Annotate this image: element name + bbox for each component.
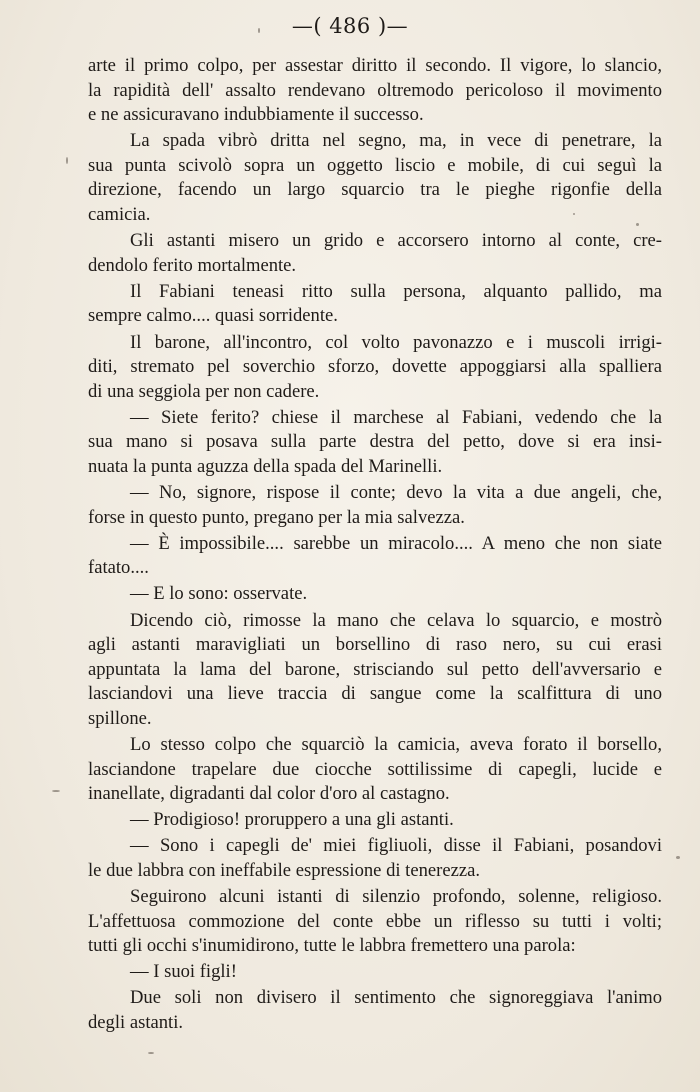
text-line: Gli astanti misero un grido e accorsero intorno al conte, cre- bbox=[130, 230, 662, 252]
text-line: Il Fabiani teneasi ritto sulla persona, alquanto pallido, ma bbox=[130, 280, 662, 302]
text-line: Dicendo ciò, rimosse la mano che celava lo squarcio, e mostrò bbox=[130, 609, 662, 631]
text-line: — È impossibile.... sarebbe un miracolo.... A meno che non siate bbox=[130, 532, 662, 554]
text-line: dendolo ferito mortalmente. bbox=[88, 254, 297, 276]
text-line: degli astanti. bbox=[88, 1012, 184, 1034]
text-line: — Prodigioso! proruppero a una gli astanti. bbox=[130, 809, 454, 831]
text-line: Lo stesso colpo che squarciò la camicia, aveva forato il borsello, bbox=[130, 734, 662, 756]
paragraph bbox=[88, 331, 662, 405]
paragraph bbox=[88, 986, 662, 1035]
text-line: Due soli non divisero il sentimento che signoreggiava l'animo bbox=[130, 987, 662, 1009]
text-line: le due labbra con ineffabile espressione di tenerezza. bbox=[88, 860, 481, 881]
paper-speck bbox=[66, 157, 68, 164]
text-line: di una seggiola per non cadere. bbox=[88, 380, 320, 402]
paragraph bbox=[88, 609, 662, 732]
paragraph bbox=[88, 582, 662, 607]
text-line: direzione, facendo un largo squarcio tra le pieghe rigonfie della bbox=[88, 179, 662, 201]
text-line: L'affettuosa commozione del conte ebbe un riflesso su tutti i volti; bbox=[88, 910, 662, 932]
text-line: Seguirono alcuni istanti di silenzio profondo, solenne, religioso. bbox=[130, 886, 662, 908]
paragraph bbox=[88, 229, 662, 278]
text-line: spillone. bbox=[88, 707, 152, 729]
text-line: — I suoi figli! bbox=[130, 961, 237, 983]
text-line: fatato.... bbox=[88, 557, 149, 579]
paper-speck bbox=[636, 223, 639, 226]
text-line: lasciandovi una lieve traccia di sangue come la scalfittura di uno bbox=[88, 683, 662, 705]
text-line: — No, signore, rispose il conte; devo la vita a due angeli, che, bbox=[130, 482, 662, 504]
paragraph bbox=[88, 885, 662, 959]
text-line: sua mano si posava sulla parte destra del petto, dove si era insi- bbox=[88, 431, 662, 453]
paragraph bbox=[88, 129, 662, 227]
paragraph bbox=[88, 280, 662, 329]
paper-speck bbox=[573, 213, 575, 215]
paragraph bbox=[88, 733, 662, 807]
body-text bbox=[88, 54, 662, 1037]
paragraph bbox=[88, 960, 662, 985]
text-line: — Sono i capegli de' miei figliuoli, disse il Fabiani, posandovi bbox=[130, 835, 662, 857]
paper-speck bbox=[148, 1052, 154, 1054]
paper-speck bbox=[676, 856, 680, 859]
text-line: La spada vibrò dritta nel segno, ma, in vece di penetrare, la bbox=[130, 130, 662, 152]
text-line: diti, stremato pel soverchio sforzo, dovette appoggiarsi alla spalliera bbox=[88, 356, 662, 378]
page-number: —( 486 )— bbox=[291, 14, 409, 38]
paragraph bbox=[88, 54, 662, 128]
text-line: appuntata la lama del barone, strisciando sul petto dell'avversario e bbox=[88, 658, 662, 680]
text-line: forse in questo punto, pregano per la mia salvezza. bbox=[88, 506, 465, 528]
text-line: e ne assicuravano indubbiamente il successo. bbox=[88, 104, 424, 126]
text-line: — Siete ferito? chiese il marchese al Fabiani, vedendo che la bbox=[130, 406, 662, 428]
text-line: Il barone, all'incontro, col volto pavonazzo e i muscoli irrigi- bbox=[130, 331, 662, 353]
paragraph bbox=[88, 481, 662, 530]
text-line: nuata la punta aguzza della spada del Marinelli. bbox=[88, 456, 443, 477]
text-line: sua punta scivolò sopra un oggetto liscio e mobile, di cui seguì la bbox=[88, 154, 662, 176]
paragraph bbox=[88, 532, 662, 581]
paper-speck bbox=[258, 28, 260, 33]
text-line: tutti gli occhi s'inumidirono, tutte le labbra fremettero una parola: bbox=[88, 935, 576, 957]
paragraph bbox=[88, 808, 662, 833]
text-line: — E lo sono: osservate. bbox=[130, 583, 308, 605]
text-line: la rapidità dell' assalto rendevano oltremodo pericoloso il movimento bbox=[88, 79, 662, 101]
text-line: arte il primo colpo, per assestar diritto il secondo. Il vigore, lo slancio, bbox=[88, 55, 662, 76]
paragraph bbox=[88, 834, 662, 883]
text-line: agli astanti maravigliati un borsellino di raso nero, su cui erasi bbox=[88, 634, 662, 656]
paragraph bbox=[88, 406, 662, 480]
paper-speck bbox=[52, 790, 60, 792]
text-line: inanellate, digradanti dal color d'oro al castagno. bbox=[88, 783, 450, 805]
text-line: lasciandone trapelare due ciocche sottilissime di capegli, lucide e bbox=[88, 758, 662, 780]
text-line: sempre calmo.... quasi sorridente. bbox=[88, 305, 338, 327]
text-line: camicia. bbox=[88, 204, 151, 226]
